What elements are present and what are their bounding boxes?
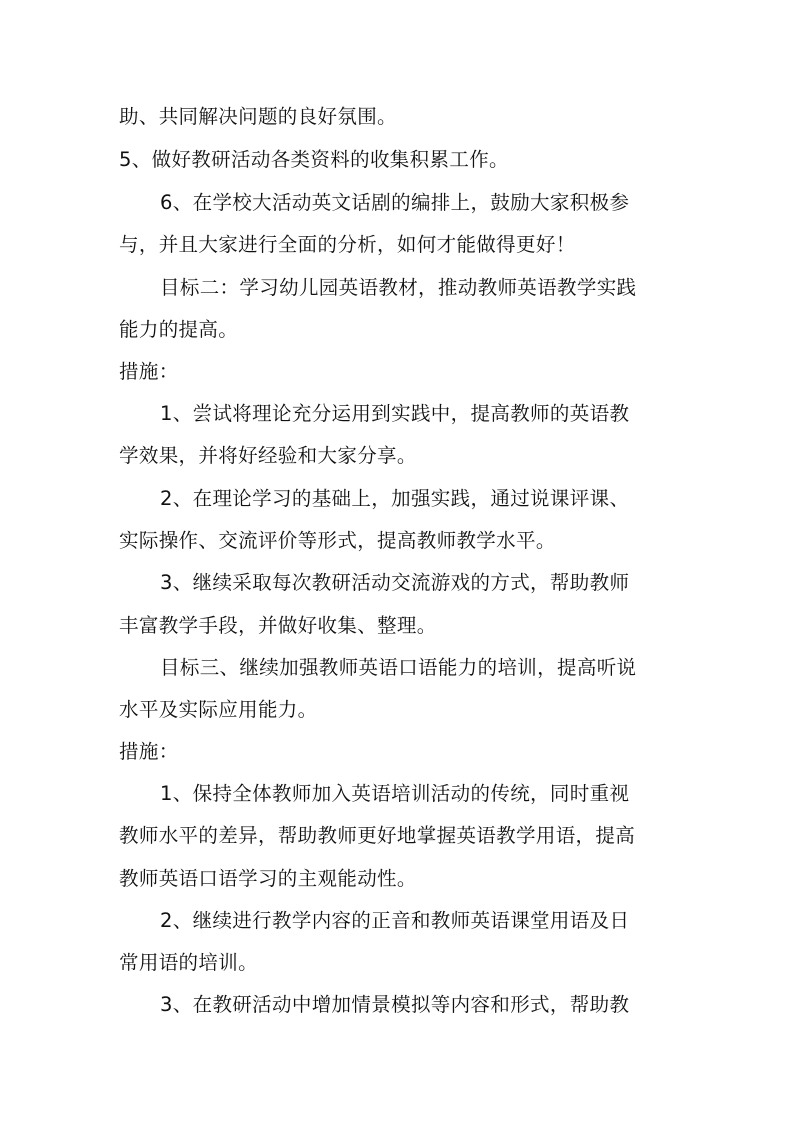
- text-line: 3、在教研活动中增加情景模拟等内容和形式，帮助教: [160, 993, 630, 1016]
- text-line: 6、在学校大活动英文话剧的编排上，鼓励大家积极参: [160, 191, 630, 214]
- text-line: 实际操作、交流评价等形式，提高教师教学水平。: [119, 529, 556, 552]
- text-line: 教师水平的差异，帮助教师更好地掌握英语教学用语，提高: [119, 824, 636, 847]
- text-line: 目标三、继续加强教师英语口语能力的培训，提高听说: [160, 656, 637, 679]
- text-line: 措施：: [119, 740, 179, 763]
- text-line: 目标二：学习幼儿园英语教材，推动教师英语教学实践: [160, 276, 637, 299]
- text-line: 3、继续采取每次教研活动交流游戏的方式，帮助教师: [160, 571, 630, 594]
- text-line: 学效果，并将好经验和大家分享。: [119, 444, 417, 467]
- text-line: 与，并且大家进行全面的分析，如何才能做得更好！: [119, 233, 576, 256]
- text-line: 2、继续进行教学内容的正音和教师英语课堂用语及日: [160, 909, 630, 932]
- text-line: 2、在理论学习的基础上，加强实践，通过说课评课、: [160, 487, 630, 510]
- text-line: 能力的提高。: [119, 318, 239, 341]
- text-line: 措施：: [119, 360, 179, 383]
- text-line: 5、做好教研活动各类资料的收集积累工作。: [119, 148, 509, 171]
- text-line: 助、共同解决问题的良好氛围。: [119, 105, 397, 128]
- text-line: 丰富教学手段，并做好收集、整理。: [119, 614, 437, 637]
- text-line: 1、尝试将理论充分运用到实践中，提高教师的英语教: [160, 402, 630, 425]
- text-line: 常用语的培训。: [119, 951, 258, 974]
- text-line: 1、保持全体教师加入英语培训活动的传统，同时重视: [160, 782, 630, 805]
- text-line: 教师英语口语学习的主观能动性。: [119, 867, 417, 890]
- text-line: 水平及实际应用能力。: [119, 698, 318, 721]
